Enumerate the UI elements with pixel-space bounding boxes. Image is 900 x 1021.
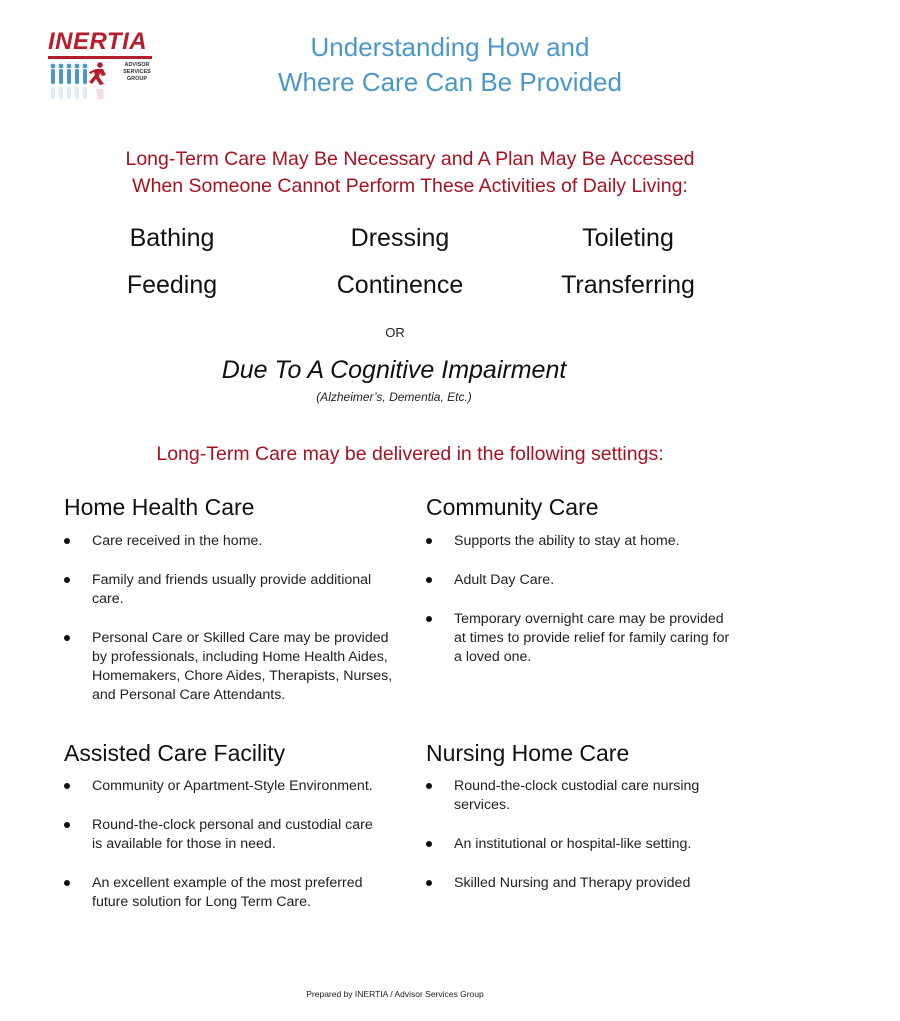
list-item: Supports the ability to stay at home.: [424, 532, 734, 551]
settings-heading: Long-Term Care may be delivered in the following settings:: [156, 443, 664, 465]
list-item: Care received in the home.: [62, 532, 402, 551]
logo-sub-line: ADVISOR: [124, 62, 150, 68]
adl-intro: [40, 146, 780, 200]
list-item: Round-the-clock custodial care nursing services.: [424, 777, 744, 815]
people-figures-icon: [48, 62, 118, 110]
list-item: Adult Day Care.: [424, 571, 734, 590]
logo-sub-line: SERVICES: [123, 69, 151, 75]
logo-sub-line: GROUP: [126, 76, 148, 82]
list-item: Family and friends usually provide additional care.: [62, 571, 402, 609]
adl-item: Dressing: [350, 224, 450, 252]
list-item: An excellent example of the most preferred future solution for Long Term Care.: [62, 874, 382, 912]
community-list: [424, 532, 734, 687]
company-logo: [46, 28, 158, 112]
list-item: Round-the-clock personal and custodial care is available for those in need.: [62, 816, 382, 854]
list-item: Skilled Nursing and Therapy provided: [424, 874, 744, 893]
logo-rule: [48, 56, 152, 59]
list-item: An institutional or hospital-like setting.: [424, 835, 744, 854]
cognitive-impairment-title: Due To A Cognitive Impairment: [221, 356, 567, 384]
adl-intro-line: Long-Term Care May Be Necessary and A Plan May Be Accessed: [125, 148, 695, 170]
list-item: Community or Apartment-Style Environment.: [62, 777, 382, 796]
section-title-assisted: Assisted Care Facility: [64, 740, 286, 766]
list-item: Personal Care or Skilled Care may be provided by professionals, including Home Health Aides, Homemakers, Chore Aides, Therapists, Nurses, and Personal Care Attendants.: [62, 629, 402, 705]
page-title-line: Understanding How and: [310, 32, 590, 62]
logo-subtitle: [120, 62, 154, 83]
section-title-nursing: Nursing Home Care: [426, 740, 630, 766]
adl-item: Feeding: [126, 271, 218, 299]
logo-wordmark: INERTIA: [48, 28, 148, 55]
assisted-list: [62, 777, 382, 932]
adl-intro-line: When Someone Cannot Perform These Activities of Daily Living:: [132, 175, 688, 197]
cognitive-impairment-examples: (Alzheimer’s, Dementia, Etc.): [316, 390, 472, 404]
adl-item: Continence: [336, 271, 464, 299]
or-separator: OR: [385, 325, 405, 340]
list-item: Temporary overnight care may be provided at times to provide relief for family caring for a loved one.: [424, 610, 734, 667]
page-title-line: Where Care Can Be Provided: [278, 67, 622, 97]
adl-item: Toileting: [582, 224, 674, 252]
adl-item: Transferring: [561, 271, 695, 299]
section-title-home-health: Home Health Care: [64, 494, 255, 520]
section-title-community: Community Care: [426, 494, 599, 520]
nursing-list: [424, 777, 744, 913]
home-health-list: [62, 532, 402, 725]
footer-credit: Prepared by INERTIA / Advisor Services Group: [306, 989, 484, 999]
adl-item: Bathing: [129, 224, 215, 252]
page-title: [200, 30, 700, 100]
